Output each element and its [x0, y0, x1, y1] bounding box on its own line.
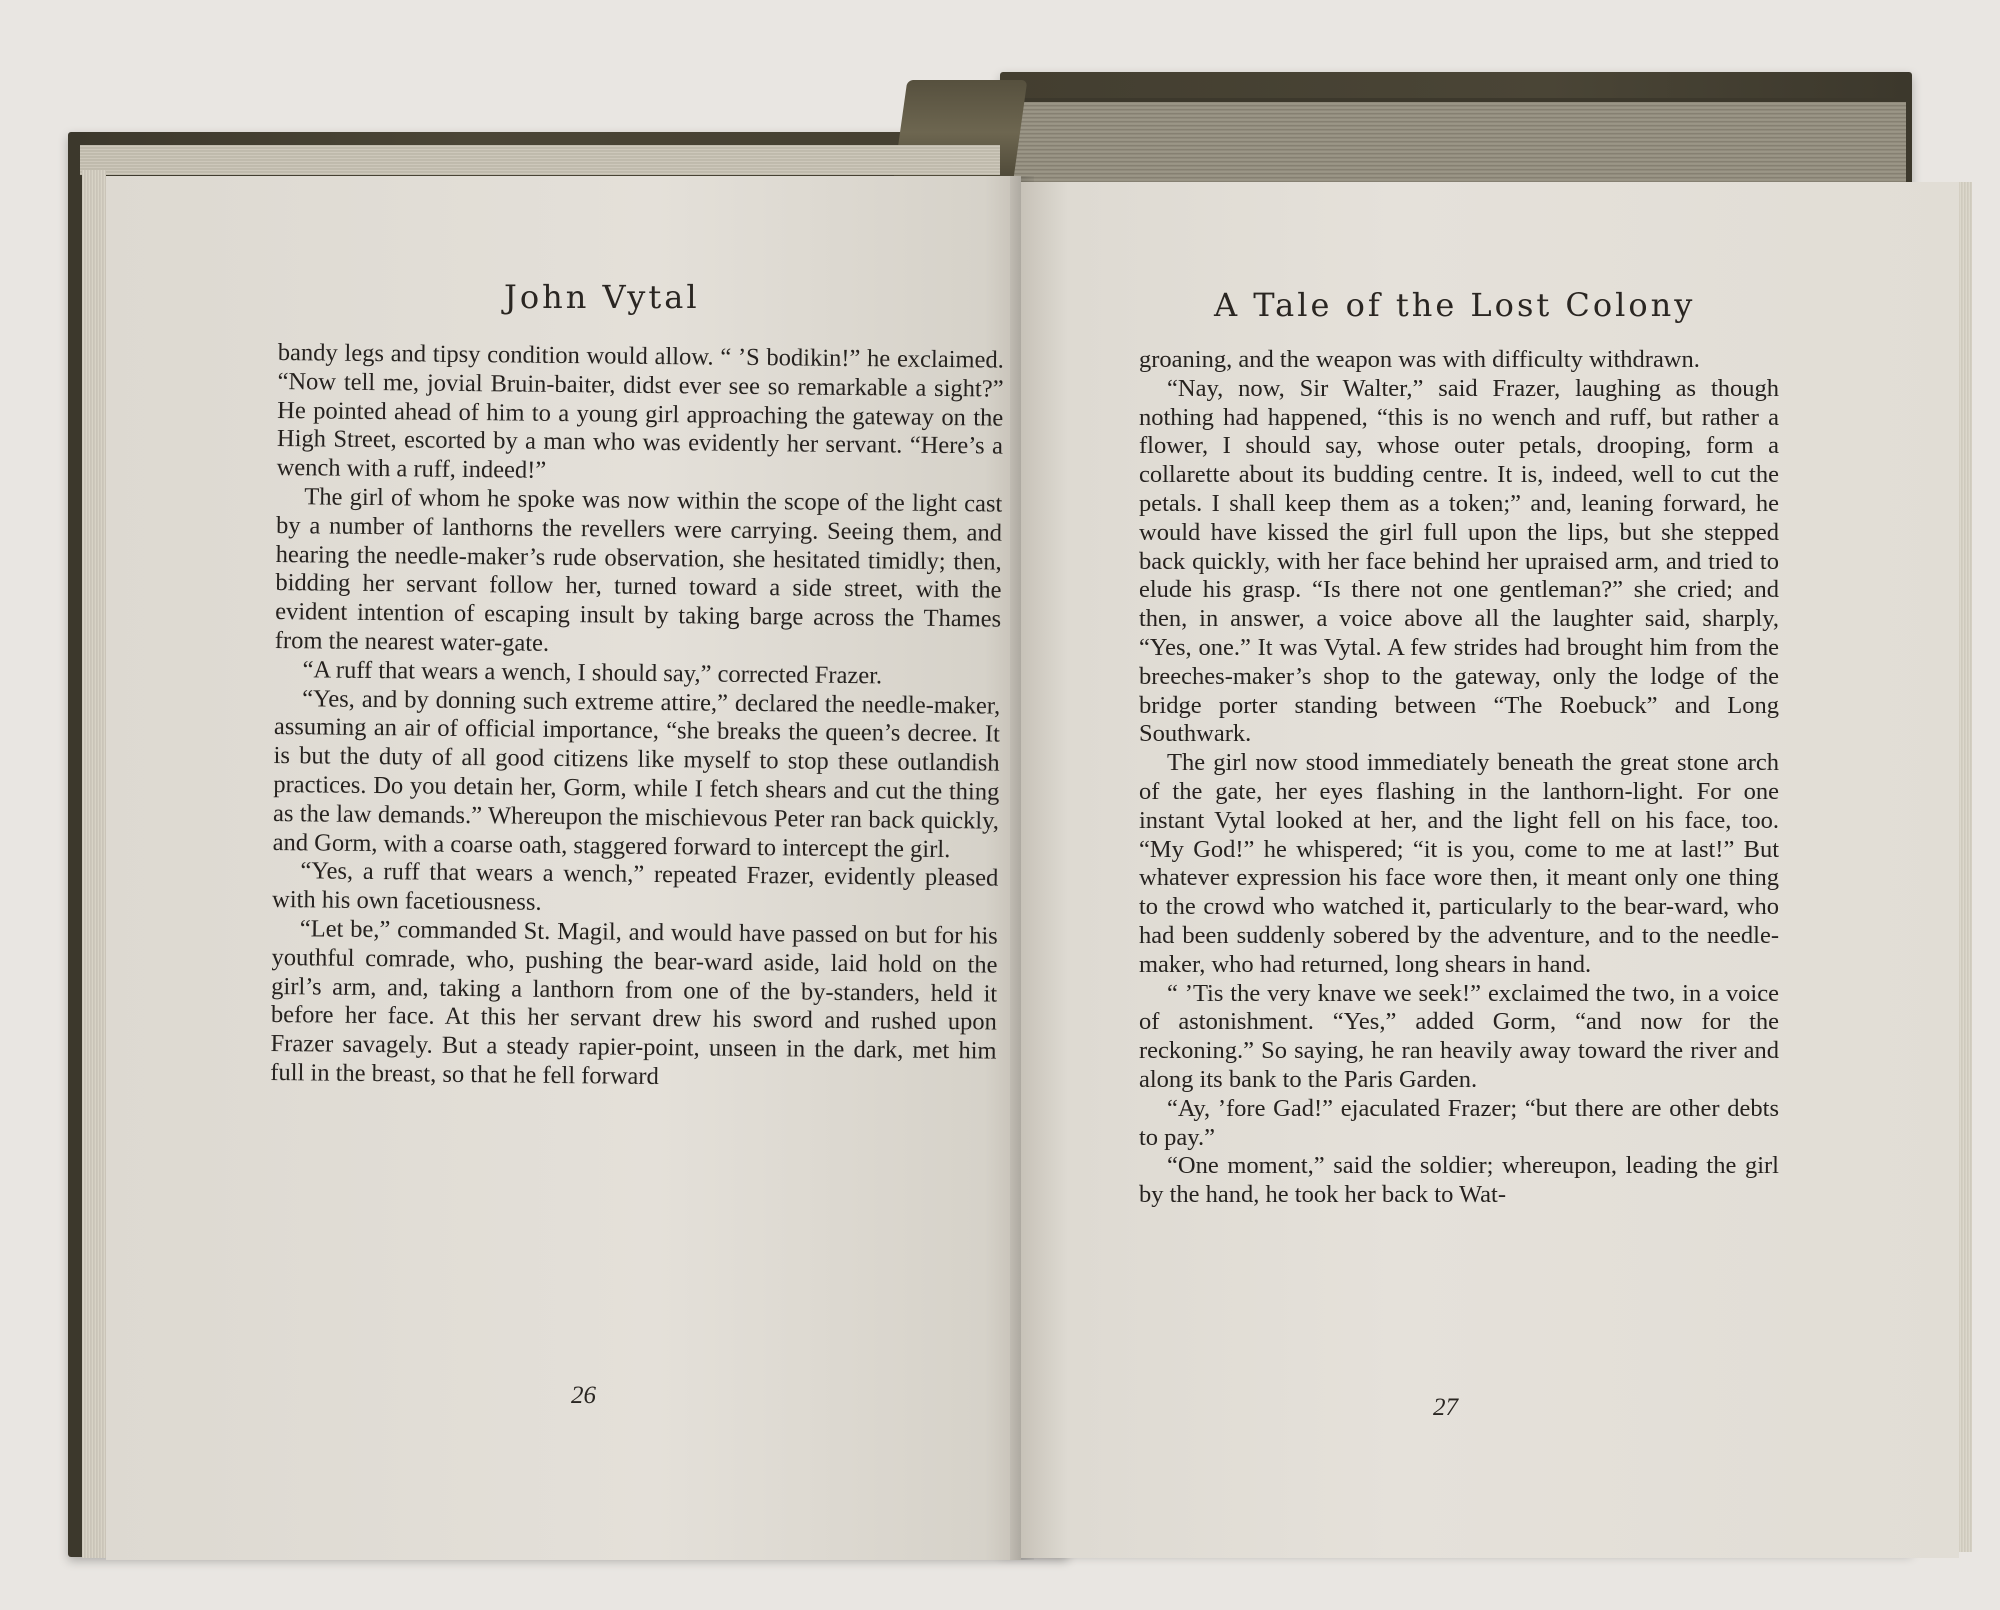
left-page-text: [270, 339, 1004, 1095]
paragraph: “ ’Tis the very knave we seek!” exclaimed the two, in a voice of astonishment. “Yes,” added Gorm, “and now for the reckoning.” So saying, he ran heavily away toward the river and along its bank to the Paris Garden.: [1139, 979, 1779, 1093]
paragraph: “A ruff that wears a wench, I should say,” corrected Frazer.: [302, 656, 883, 690]
paragraph: groaning, and the weapon was with difficulty withdrawn.: [1139, 346, 1700, 373]
left-page: [106, 176, 1021, 1560]
right-page-number: 27: [1433, 1394, 1458, 1421]
right-page-block-edge: [966, 98, 1906, 188]
left-running-head: John Vytal: [504, 278, 700, 316]
paragraph: “Yes, and by donning such extreme attire,” declared the needle-maker, assuming an air of official importance, “she breaks the queen’s decree. It is but the duty of all good citizens like myself to stop these outlandish practices. Do you detain her, Gorm, while I fetch shears and cut the thing as the law demands.” Whereupon the mischievous Peter ran back quickly, and Gorm, with a coarse oath, staggered forward to intercept the girl.: [272, 684, 1001, 863]
paragraph: “Nay, now, Sir Walter,” said Frazer, laughing as though nothing had happened, “this is no wench and ruff, but rather a flower, I should say, whose outer petals, drooping, form a collarette about its budding centre. It is, indeed, well to cut the petals. I shall keep them as a token;” and, leaning forward, he would have kissed the girl full upon the lips, but she stepped back quickly, with her face behind her upraised arm, and tried to elude his grasp. “Is there not one gentleman?” she cried; and then, in answer, a voice above all the laughter said, sharply, “Yes, one.” It was Vytal. A few strides had brought him from the breeches-maker’s shop to the gateway, only the lodge of the bridge porter standing between “The Roebuck” and Long Southwark.: [1139, 374, 1779, 748]
right-page: [1021, 182, 1959, 1558]
right-running-head: A Tale of the Lost Colony: [1214, 286, 1696, 324]
paragraph: “Let be,” commanded St. Magil, and would have passed on but for his youthful comrade, who, pushing the bear-ward aside, laid hold on the girl’s arm, and, taking a lanthorn from one of the by-standers, held it before her face. At this her servant drew his sword and rushed upon Frazer savagely. But a steady rapier-point, unseen in the dark, met him full in the breast, so that he fell forward: [270, 915, 998, 1090]
paragraph: “Ay, ’fore Gad!” ejaculated Frazer; “but there are other debts to pay.”: [1139, 1094, 1779, 1151]
left-page-block-edge: [80, 145, 1000, 175]
paragraph: “Yes, a ruff that wears a wench,” repeated Frazer, evidently pleased with his own facetiousness.: [271, 857, 999, 916]
left-page-number: 26: [571, 1382, 596, 1409]
right-page-text: [1139, 346, 1779, 1210]
paragraph: “One moment,” said the soldier; whereupon, leading the girl by the hand, he took her back to Wat-: [1139, 1152, 1779, 1209]
left-fore-edge: [82, 170, 106, 1558]
paragraph: bandy legs and tipsy condition would allow. “ ’S bodikin!” he exclaimed. “Now tell me, jovial Bruin-baiter, didst ever see so remarkable a sight?” He pointed ahead of him to a young girl approaching the gateway on the High Street, escorted by a man who was evidently her servant. “Here’s a wench with a ruff, indeed!”: [276, 339, 1004, 485]
paragraph: The girl now stood immediately beneath the great stone arch of the gate, her eyes flashing in the lanthorn-light. For one instant Vytal looked at her, and the light fell on his face, too. “My God!” he whispered; “it is you, come to me at last!” But whatever expression his face wore then, it meant only one thing to the crowd who watched it, particularly to the bear-ward, who had been suddenly sobered by the adventure, and to the needle-maker, who had returned, long shears in hand.: [1139, 749, 1779, 978]
paragraph: The girl of whom he spoke was now within the scope of the light cast by a number of lanthorns the revellers were carrying. Seeing them, and hearing the needle-maker’s rude observation, she hesitated timidly; then, bidding her servant follow her, turned toward a side street, with the evident intention of escaping insult by taking barge across the Thames from the nearest water-gate.: [274, 483, 1003, 657]
